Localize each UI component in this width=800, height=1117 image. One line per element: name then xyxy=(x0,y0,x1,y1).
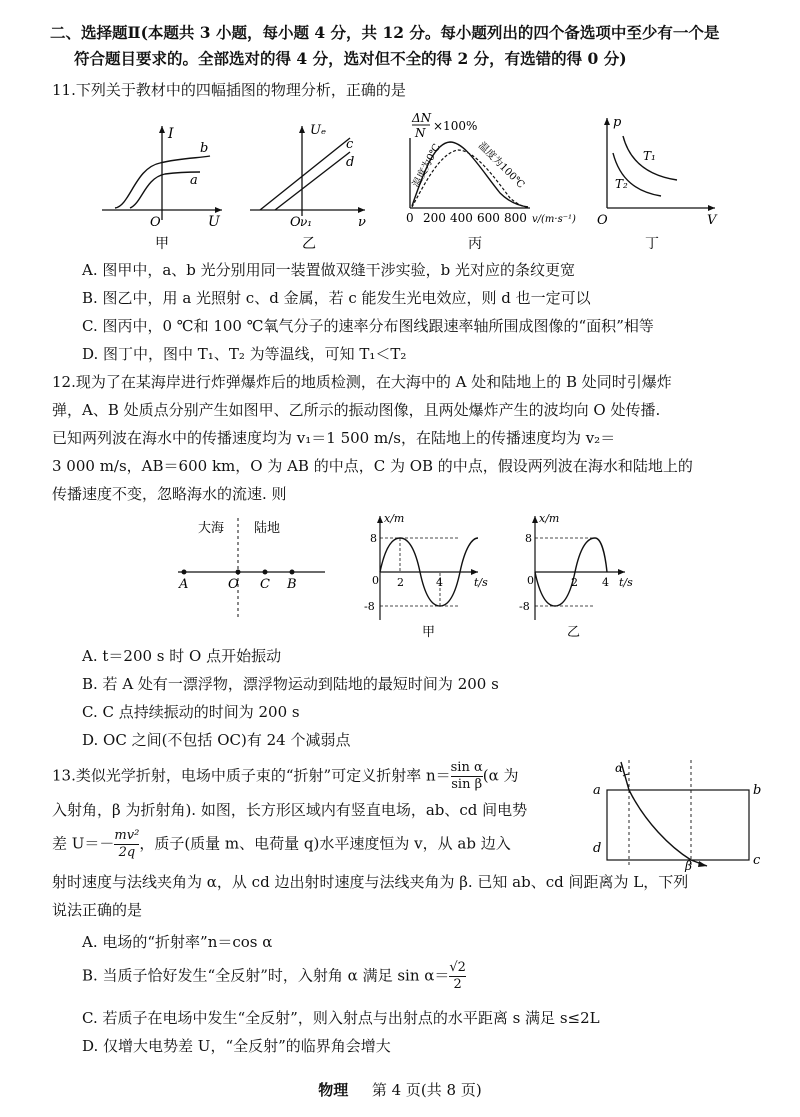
q11-option-d[interactable]: D. 图丁中，图中 T₁、T₂ 为等温线，可知 T₁＜T₂ xyxy=(82,345,407,363)
q12-land: 陆地 xyxy=(254,521,281,536)
q13-line3-b: ，质子(质量 m、电荷量 q)水平速度恒为 v，从 ab 边入 xyxy=(139,834,511,853)
fig-bing-y-den: N xyxy=(415,126,426,140)
fig-bing-tick-600: 600 xyxy=(477,211,500,225)
fig-jia-y-label: I xyxy=(168,126,174,142)
q12-yi-amp-pos: 8 xyxy=(525,532,532,545)
q12-fig-yi xyxy=(519,512,633,638)
q13-figure xyxy=(585,752,765,872)
fig-yi-line-c xyxy=(260,138,350,210)
q13-rect xyxy=(607,790,749,860)
q12-pt-o: O xyxy=(228,577,239,592)
fig-yi-c: c xyxy=(346,137,354,152)
q12-line-4: 3 000 m/s，AB＝600 km，O 为 AB 的中点，C 为 OB 的中点，假设两列波在海水和陆地上的 xyxy=(52,457,693,475)
q13-option-b-text: B. 当质子恰好发生“全反射”时，入射角 α 满足 sin α＝ xyxy=(82,966,450,985)
q12-jia-amp-pos: 8 xyxy=(370,532,377,545)
q12-line-1: 12.现为了在某海岸进行炸弹爆炸后的地质检测，在大海中的 A 处和陆地上的 B 处同时引爆炸 xyxy=(52,373,672,391)
q13-line1-a: 13.类似光学折射，电场中质子束的“折射”可定义折射率 n＝ xyxy=(52,766,451,785)
q13-label-d: d xyxy=(593,841,602,856)
fig-yi-origin: O xyxy=(290,215,301,230)
fig-yi-x-label: ν xyxy=(358,215,366,230)
page-footer xyxy=(0,1078,800,1102)
q12-yi-x: t/s xyxy=(619,576,633,589)
q13-line1-b: (α 为 xyxy=(482,766,519,785)
q12-yi-t4: 4 xyxy=(602,576,609,589)
fig-jia-caption: 甲 xyxy=(155,236,169,252)
q13-u-num: mv² xyxy=(114,828,140,843)
q12-jia-caption: 甲 xyxy=(422,625,436,638)
q12-jia-origin: 0 xyxy=(372,574,379,587)
q12-jia-t4: 4 xyxy=(436,576,443,589)
fig-ding-origin: O xyxy=(597,213,608,228)
fig-yi-y-label: Uₑ xyxy=(310,123,326,138)
q12-line-5: 传播速度不变，忽略海水的流速. 则 xyxy=(52,485,287,503)
q13-line3-a: 差 U＝－ xyxy=(52,834,115,853)
q13-u-fraction xyxy=(114,828,139,861)
q13-label-alpha: α xyxy=(615,761,624,775)
q13-option-c[interactable]: C. 若质子在电场中发生“全反射”，则入射点与出射点的水平距离 s 满足 s≤2L xyxy=(82,1009,600,1027)
section-header-line2: 符合题目要求的。全部选对的得 4 分，选对但不全的得 2 分，有选错的得 0 分) xyxy=(74,49,627,68)
q12-option-c[interactable]: C. C 点持续振动的时间为 200 s xyxy=(82,703,300,721)
fig-bing-y-num: ΔN xyxy=(412,111,432,125)
q12-line-3: 已知两列波在海水中的传播速度均为 v₁＝1 500 m/s，在陆地上的传播速度均为 v₂＝ xyxy=(52,429,616,447)
q13-line-4: 射时速度与法线夹角为 α，从 cd 边出射时速度与法线夹角为 β. 已知 ab、cd 间距离为 L，下列 xyxy=(52,873,689,891)
fig-bing-label-100: 温度为100℃ xyxy=(475,140,527,191)
q12-jia-x: t/s xyxy=(474,576,488,589)
q13-option-b-den: 2 xyxy=(453,977,462,992)
q13-line-3 xyxy=(52,828,592,861)
q12-yi-t2: 2 xyxy=(571,576,578,589)
fig-jia-x-label: U xyxy=(208,214,220,230)
q13-option-b-fraction xyxy=(449,960,466,993)
q11-option-c[interactable]: C. 图丙中，0 ℃和 100 ℃氧气分子的速率分布图线跟速率轴所围成图像的“面积”相等 xyxy=(82,317,654,335)
fig-yi-caption: 乙 xyxy=(302,236,316,252)
fig-yi-d: d xyxy=(346,155,355,170)
q13-option-a[interactable]: A. 电场的“折射率”n＝cos α xyxy=(82,933,273,951)
fig-jia-a: a xyxy=(190,173,198,188)
fig-bing xyxy=(406,111,576,252)
q13-line-5: 说法正确的是 xyxy=(52,901,143,919)
q13-line-2: 入射角，β 为折射角). 如图，长方形区域内有竖直电场，ab、cd 间电势 xyxy=(52,801,528,819)
q12-yi-origin: 0 xyxy=(527,574,534,587)
q12-line-2: 弹，A、B 处质点分别产生如图甲、乙所示的振动图像，且两处爆炸产生的波均向 O 处传播. xyxy=(52,401,661,419)
q12-option-a[interactable]: A. t＝200 s 时 O 点开始振动 xyxy=(82,647,282,665)
q13-n-fraction xyxy=(451,760,483,793)
fig-yi-tick: ν₁ xyxy=(300,215,313,229)
fig-jia-origin: O xyxy=(150,215,161,230)
fig-ding-t2: T₂ xyxy=(615,177,628,191)
q12-yi-y: x/m xyxy=(539,512,560,525)
q13-option-b[interactable] xyxy=(82,960,762,993)
fig-bing-tick-0: 0 xyxy=(406,211,414,225)
q12-option-d[interactable]: D. OC 之间(不包括 OC)有 24 个减弱点 xyxy=(82,731,351,749)
fig-bing-tick-400: 400 xyxy=(450,211,473,225)
fig-bing-tick-200: 200 xyxy=(423,211,446,225)
section-header-line1: 二、选择题Ⅱ(本题共 3 小题，每小题 4 分，共 12 分。每小题列出的四个备选项中至少有一个是 xyxy=(50,23,720,42)
fig-yi xyxy=(250,123,366,252)
fig-ding-x-label: V xyxy=(707,213,717,228)
q13-n-num: sin α xyxy=(450,760,483,775)
q13-option-b-num: √2 xyxy=(449,960,466,975)
q13-u-den: 2q xyxy=(118,845,136,860)
q12-pt-c: C xyxy=(260,577,270,592)
q13-label-b: b xyxy=(753,783,762,798)
q13-label-a: a xyxy=(593,783,601,798)
q12-option-b[interactable]: B. 若 A 处有一漂浮物，漂浮物运动到陆地的最短时间为 200 s xyxy=(82,675,499,693)
q12-sea: 大海 xyxy=(198,521,225,536)
q11-option-b[interactable]: B. 图乙中，用 a 光照射 c、d 金属，若 c 能发生光电效应，则 d 也一定可以 xyxy=(82,289,591,307)
fig-ding xyxy=(597,115,718,252)
q12-yi-caption: 乙 xyxy=(567,625,581,638)
q12-jia-t2: 2 xyxy=(397,576,404,589)
fig-bing-caption: 丙 xyxy=(468,236,482,252)
fig-ding-caption: 丁 xyxy=(645,236,659,252)
fig-bing-x-unit: v/(m·s⁻¹) xyxy=(532,214,576,225)
footer-subject: 物理 xyxy=(318,1081,349,1099)
footer-page: 第 4 页(共 8 页) xyxy=(371,1081,482,1099)
fig-jia xyxy=(102,126,222,252)
q11-option-a[interactable]: A. 图甲中，a、b 光分别用同一装置做双缝干涉实验，b 光对应的条纹更宽 xyxy=(82,261,576,279)
q12-pt-b: B xyxy=(287,577,297,592)
fig-bing-label-0: 温度为0℃ xyxy=(410,142,443,190)
q12-jia-amp-neg: -8 xyxy=(364,600,375,613)
q13-trajectory xyxy=(621,762,707,866)
q12-yi-amp-neg: -8 xyxy=(519,600,530,613)
q13-label-beta: β xyxy=(685,859,692,872)
q12-fig-line xyxy=(178,518,325,618)
q13-label-c: c xyxy=(753,853,761,868)
q13-line-1 xyxy=(52,760,592,793)
q12-jia-y: x/m xyxy=(384,512,405,525)
fig-bing-tick-800: 800 xyxy=(504,211,527,225)
q13-option-d[interactable]: D. 仅增大电势差 U，“全反射”的临界角会增大 xyxy=(82,1037,391,1055)
fig-bing-y-suffix: ×100% xyxy=(433,119,478,133)
fig-ding-t1: T₁ xyxy=(643,149,656,163)
section-header xyxy=(50,20,770,72)
q12-figures xyxy=(170,508,640,638)
q12-pt-a: A xyxy=(179,577,189,592)
fig-yi-line-d xyxy=(275,152,350,210)
q11-stem: 11.下列关于教材中的四幅插图的物理分析，正确的是 xyxy=(52,81,406,99)
q13-n-den: sin β xyxy=(451,777,483,792)
q12-fig-jia xyxy=(364,512,488,638)
fig-ding-y-label: p xyxy=(613,115,622,130)
q11-figures xyxy=(100,108,720,253)
fig-jia-b: b xyxy=(200,141,209,156)
